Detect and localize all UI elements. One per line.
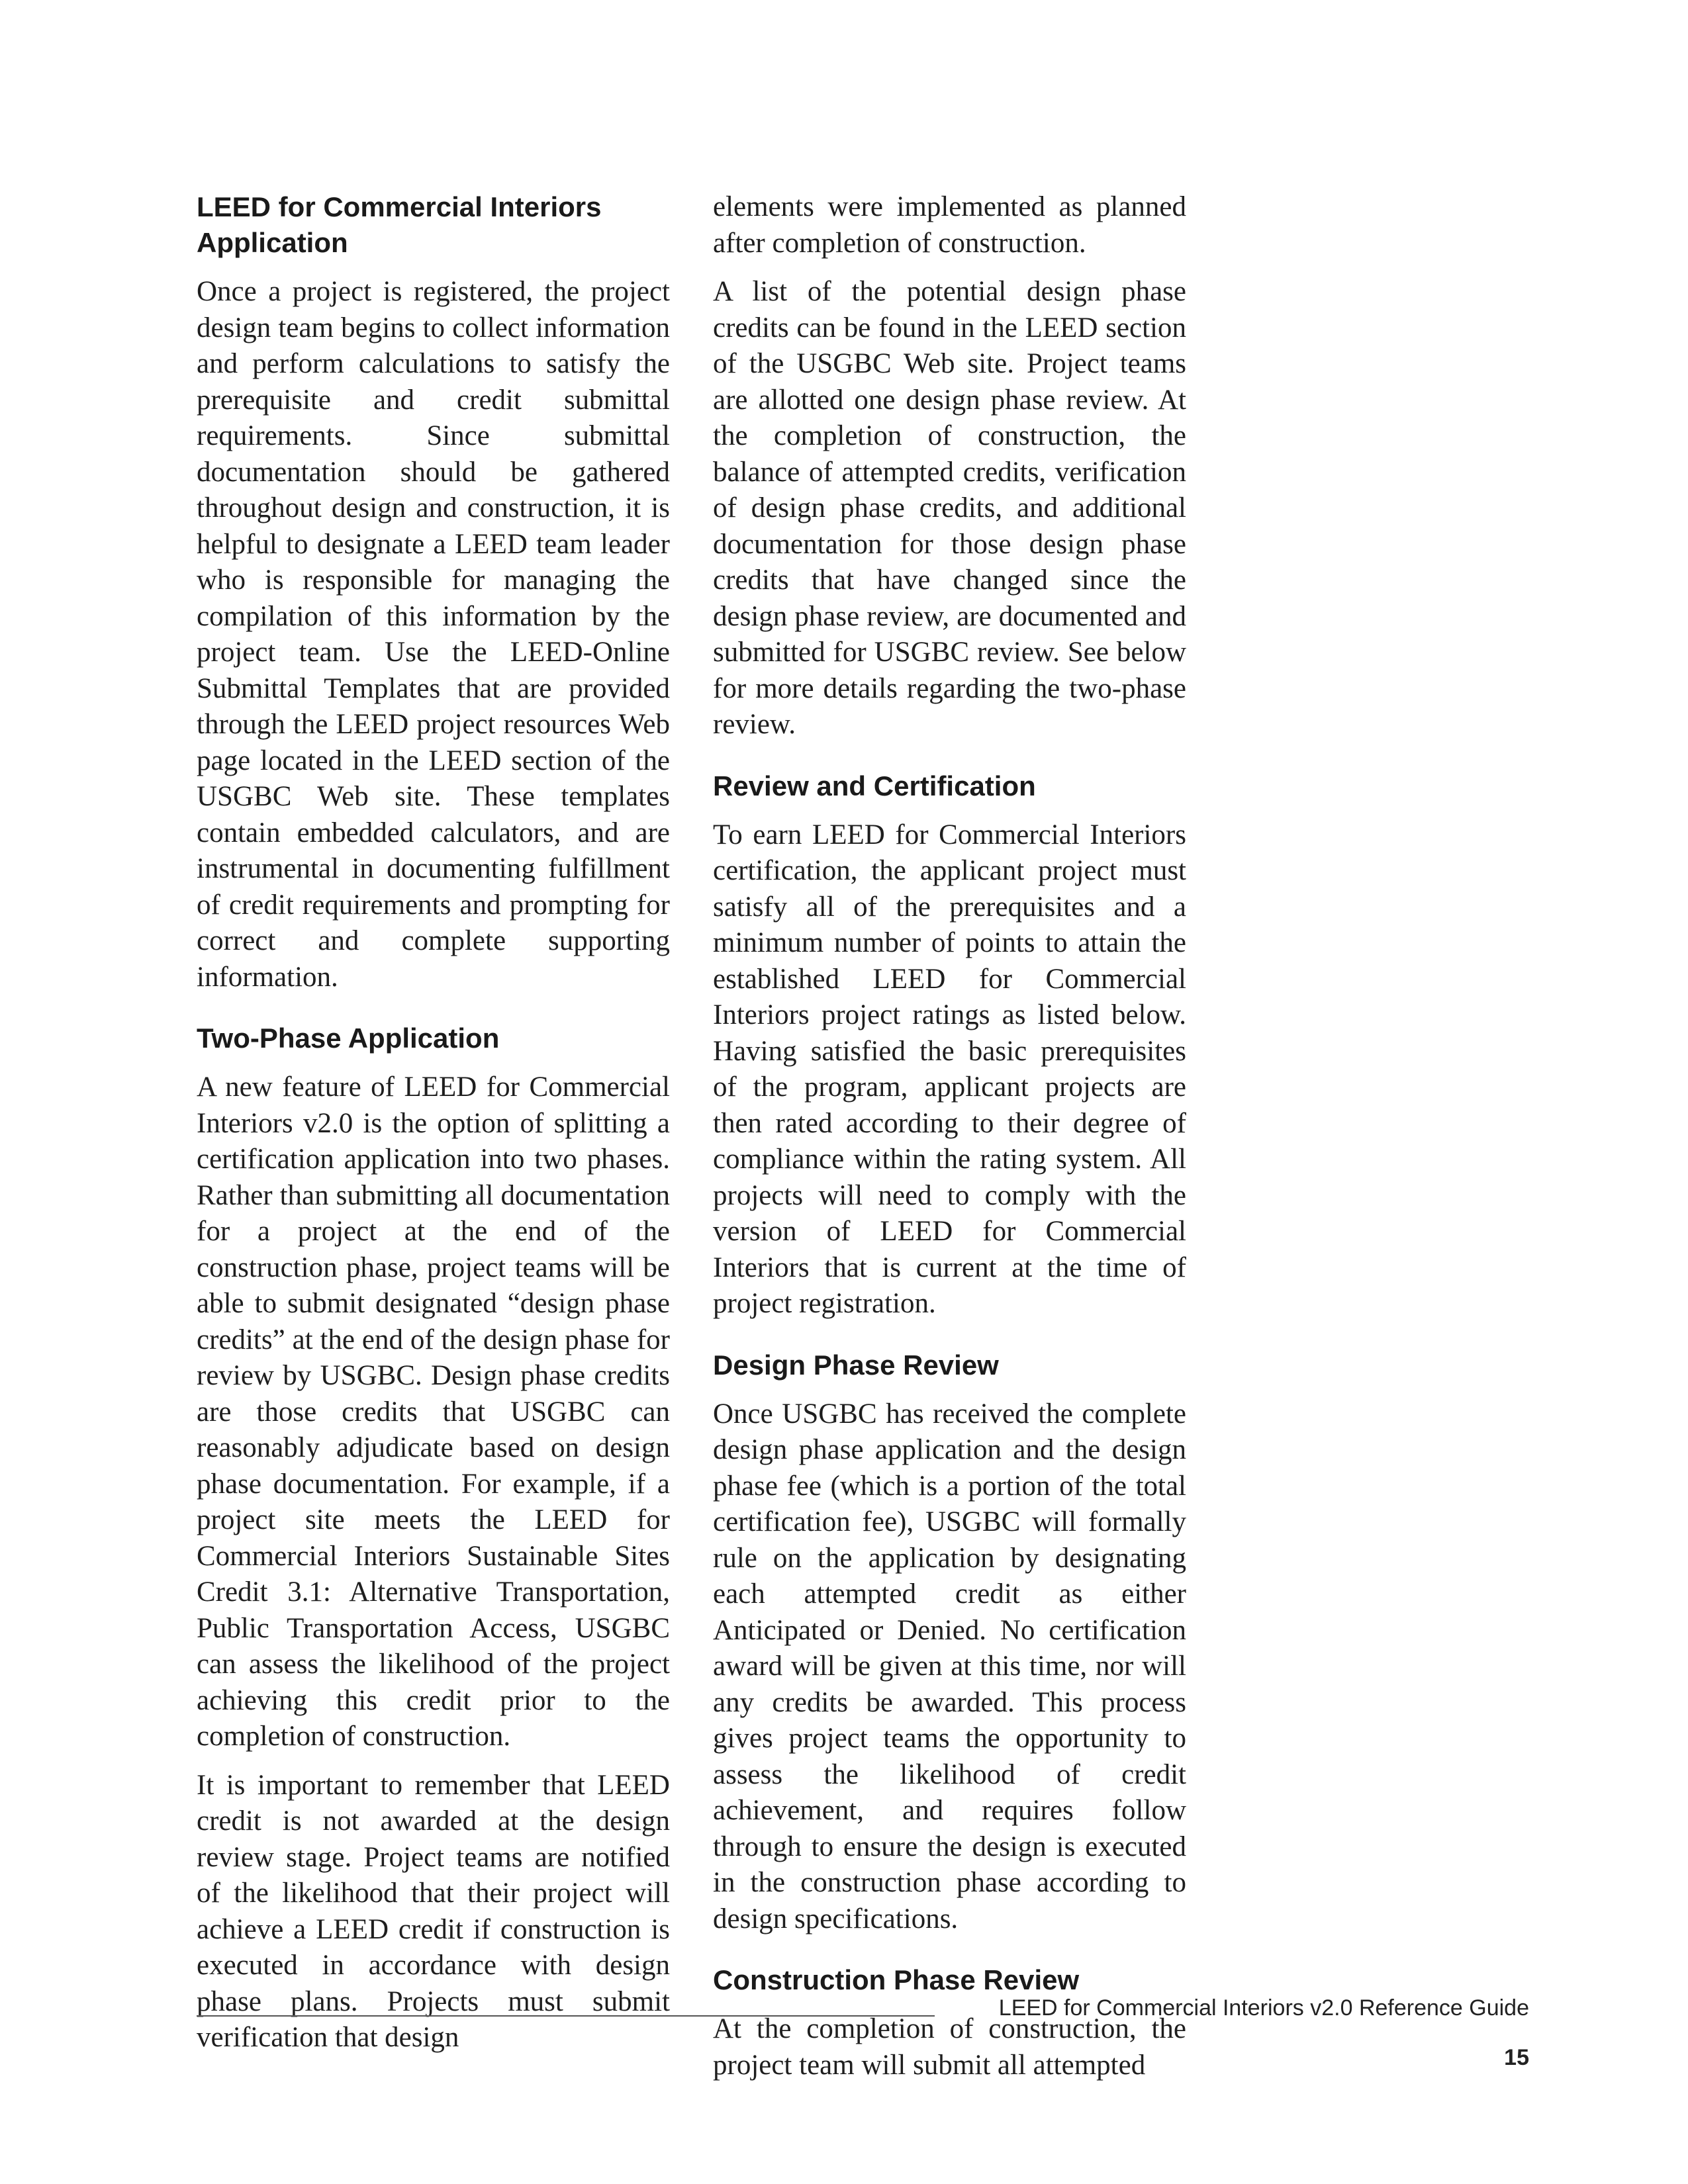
paragraph-application: Once a project is registered, the project design team begins to collect information and perform calculations to satisfy the prerequisite and credit submittal requirements. Since submittal documentation should be gathered throughout design and construction, it is helpful to designate a LEED team leader who is responsible for managing the compilation of this information by the project team. Use the LEED-Online Submittal Templates that are provided through the LEED project resources Web page located in the LEED section of the USGBC Web site. These templates contain embedded calculators, and are instrumental in documenting fulfillment of credit requirements and prompting for correct and complete supporting information. [197,276,670,993]
page-number: 15 [1504,2045,1529,2070]
heading-two-phase-application: Two-Phase Application [197,1023,500,1054]
paragraph-continued: elements were implemented as planned after completion of construction. [713,191,1186,259]
heading-construction-phase-review: Construction Phase Review [713,1964,1080,1995]
paragraph-construction-phase-review: At the completion of construction, the project team will submit all attempted [713,2013,1186,2081]
footer-divider [197,2015,935,2017]
paragraph-credit-list: A list of the potential design phase credits can be found in the LEED section of the USGBC Web site. Project teams are allotted one design phase review. At the completion of construction, the balance of attempted credits, verification of design phase credits, and additional documentation for those design phase credits that have changed since the design phase review, are documented and submitted for USGBC review. See below for more details regarding the two-phase review. [713,276,1186,740]
right-column [713,189,1186,2096]
heading-commercial-interiors-application: LEED for Commercial Interiors Application [197,191,602,258]
footer-guide-title: LEED for Commercial Interiors v2.0 Reference Guide [998,1995,1529,2021]
heading-review-and-certification: Review and Certification [713,770,1036,801]
left-column [197,189,670,2069]
paragraph-two-phase-2: It is important to remember that LEED credit is not awarded at the design review stage. Project teams are notified of the likelihood that their project will achieve a LEED credit if construction is executed in accordance with design phase plans. Projects must submit verification that design [197,1769,670,2053]
paragraph-review: To earn LEED for Commercial Interiors certification, the applicant project must satisfy all of the prerequisites and a minimum number of points to attain the established LEED for Commercial Interiors project ratings as listed below. Having satisfied the basic prerequisites of the program, applicant projects are then rated according to their degree of compliance within the rating system. All projects will need to comply with the version of LEED for Commercial Interiors that is current at the time of project registration. [713,819,1186,1319]
paragraph-design-phase-review: Once USGBC has received the complete design phase application and the design phase fee (which is a portion of the total certification fee), USGBC will formally rule on the application by designating each attempted credit as either Anticipated or Denied. No certification award will be given at this time, nor will any credits be awarded. This process gives project teams the opportunity to assess the likelihood of credit achievement, and requires follow through to ensure the design is executed in the construction phase according to design specifications. [713,1398,1186,1934]
heading-design-phase-review: Design Phase Review [713,1349,999,1381]
paragraph-two-phase-1: A new feature of LEED for Commercial Interiors v2.0 is the option of splitting a certification application into two phases. Rather than submitting all documentation for a project at the end of the construction phase, project teams will be able to submit designated “design phase credits” at the end of the design phase for review by USGBC. Design phase credits are those credits that USGBC can reasonably adjudicate based on design phase documentation. For example, if a project site meets the LEED for Commercial Interiors Sustainable Sites Credit 3.1: Alternative Transportation, Public Transportation Access, USGBC can assess the likelihood of the project achieving this credit prior to the completion of construction. [197,1071,670,1752]
